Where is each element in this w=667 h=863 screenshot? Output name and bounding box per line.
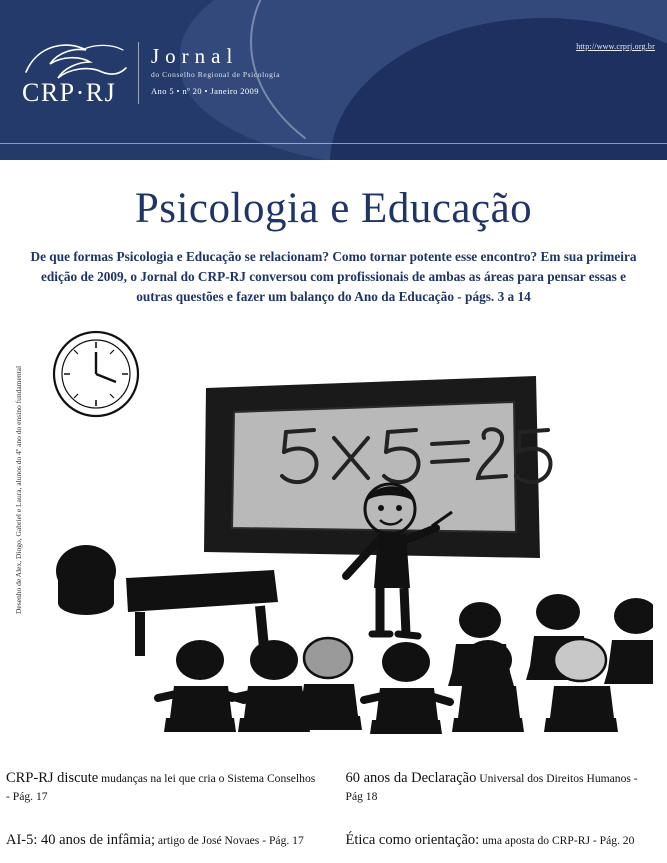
site-url-link[interactable]: http://www.crprj.org.br <box>576 42 655 51</box>
teaser-rest: mudanças na lei que cria o Sistema Conselhos - Pág. 17 <box>6 771 316 804</box>
illustration-credit: Desenho de Alex, Diogo, Gabriel e Laura, alunos do 4º ano do ensino fundamental <box>14 365 23 614</box>
masthead-swoosh-arc <box>250 0 667 160</box>
teaser-column-left <box>6 769 334 855</box>
page-title: Psicologia e Educação <box>134 185 533 232</box>
logo-issue-line: Ano 5 • nº 20 • Janeiro 2009 <box>151 86 259 96</box>
teaser-lead: Ética como orientação: <box>345 832 480 849</box>
publication-logo[interactable] <box>20 38 280 108</box>
childrens-drawing <box>28 326 653 741</box>
cover-illustration <box>0 326 667 746</box>
logo-mark <box>20 38 132 108</box>
logo-subtitle: do Conselho Regional de Psicologia <box>151 70 281 79</box>
teaser-rest: Universal dos Direitos Humanos - Pág 18 <box>345 771 638 804</box>
teaser-rest: uma aposta do CRP-RJ - Pág. 20 <box>479 834 635 848</box>
teaser-item[interactable] <box>6 769 320 806</box>
logo-jornal-word: Jornal <box>151 44 239 68</box>
teaser-item[interactable] <box>6 831 320 851</box>
bird-flourish-icon <box>24 38 128 82</box>
logo-text-block <box>151 38 280 96</box>
teaser-lead: 60 anos da Declaração <box>345 769 477 786</box>
teaser-lead: CRP-RJ discute <box>6 769 99 786</box>
headline-block <box>0 160 667 308</box>
teaser-column-right <box>334 769 662 855</box>
teaser-item[interactable] <box>346 831 648 851</box>
masthead <box>0 0 667 160</box>
cover-teasers <box>0 769 667 855</box>
masthead-divider-rule <box>0 143 667 144</box>
logo-wordmark: CRP·RJ <box>22 78 117 107</box>
logo-divider <box>138 42 139 104</box>
standfirst-text: De que formas Psicologia e Educação se relacionam? Como tornar potente esse encontro? Em sua primeira edição de 2009, o Jornal do CRP-RJ conversou com profissionais de ambas as áreas para pensar essas e outras questões e fazer um balanço do Ano da Educação - págs. 3 a 14 <box>30 249 637 305</box>
teaser-item[interactable] <box>346 769 648 806</box>
teaser-rest: artigo de José Novaes - Pág. 17 <box>155 834 304 848</box>
teaser-lead: AI-5: 40 anos de infâmia; <box>6 832 155 849</box>
